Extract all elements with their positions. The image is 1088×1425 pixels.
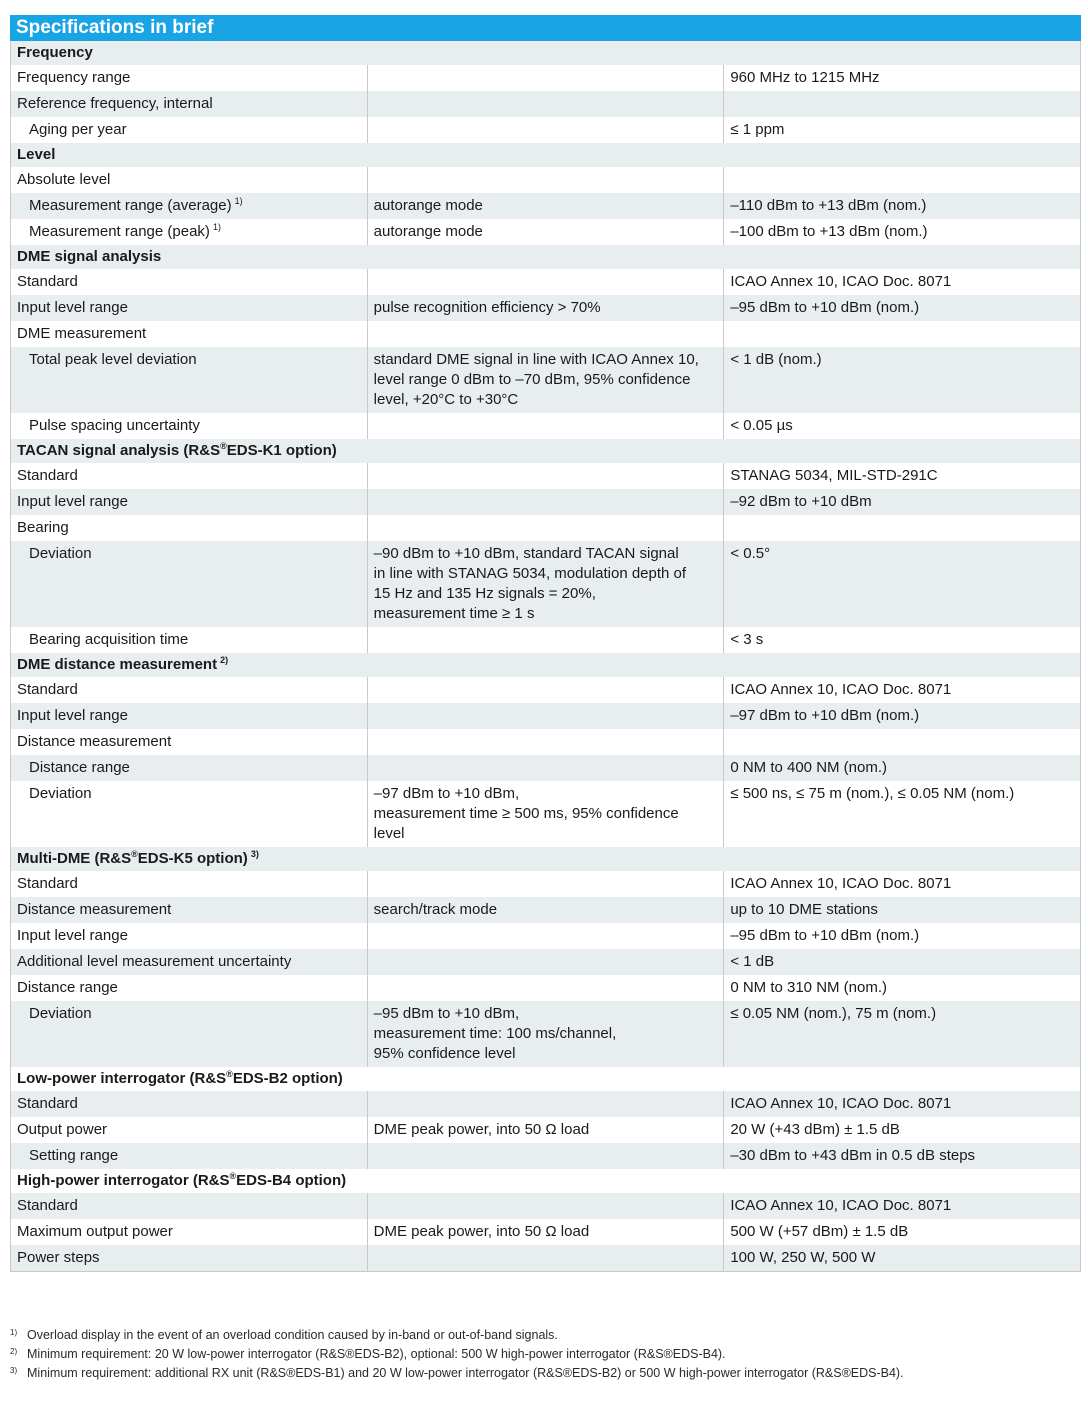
parameter-label: Standard bbox=[17, 467, 78, 484]
spec-table-body bbox=[11, 41, 1081, 1272]
parameter-label: Measurement range (average) bbox=[29, 197, 232, 214]
spec-row bbox=[11, 1219, 1081, 1245]
parameter-label: Standard bbox=[17, 875, 78, 892]
spec-row bbox=[11, 515, 1081, 541]
parameter-label: Measurement range (peak) bbox=[29, 223, 210, 240]
condition-line: 95% confidence level bbox=[373, 1045, 516, 1062]
parameter-label: Input level range bbox=[17, 493, 128, 510]
parameter-label: Distance range bbox=[29, 759, 130, 776]
condition-line: level bbox=[373, 825, 405, 842]
parameter-label: Reference frequency, internal bbox=[17, 95, 213, 112]
condition-line: 15 Hz and 135 Hz signals = 20%, bbox=[373, 585, 596, 602]
spec-sheet bbox=[10, 15, 1081, 1272]
footnote-text: Minimum requirement: 20 W low-power interrogator (R&S®EDS-B2), optional: 500 W high-power interrogator (R&S®EDS-B4). bbox=[27, 1347, 726, 1361]
condition-cell bbox=[367, 269, 724, 295]
value-cell: –110 dBm to +13 dBm (nom.) bbox=[724, 193, 1081, 219]
page-title: Specifications in brief bbox=[10, 15, 1081, 41]
condition-line: –95 dBm to +10 dBm, bbox=[373, 1005, 520, 1022]
registered-mark: ® bbox=[229, 1171, 237, 1181]
value-cell: < 3 s bbox=[724, 627, 1081, 653]
section-header-row bbox=[11, 245, 1081, 269]
condition-line: measurement time ≥ 500 ms, 95% confidence bbox=[373, 805, 679, 822]
condition-cell bbox=[367, 923, 724, 949]
condition-cell: DME peak power, into 50 Ω load bbox=[367, 1117, 724, 1143]
spec-row bbox=[11, 295, 1081, 321]
condition-cell bbox=[367, 1143, 724, 1169]
spec-row bbox=[11, 975, 1081, 1001]
spec-row bbox=[11, 193, 1081, 219]
condition-line: level, +20°C to +30°C bbox=[373, 391, 519, 408]
parameter-cell bbox=[11, 627, 368, 653]
condition-cell bbox=[367, 65, 724, 91]
value-cell: –95 dBm to +10 dBm (nom.) bbox=[724, 923, 1081, 949]
spec-row bbox=[11, 923, 1081, 949]
spec-row bbox=[11, 949, 1081, 975]
footnote bbox=[10, 1326, 1080, 1345]
value-cell bbox=[724, 729, 1081, 755]
section-title: Frequency bbox=[17, 44, 93, 61]
parameter-label: Power steps bbox=[17, 1249, 100, 1266]
section-title: Multi-DME (R&S bbox=[17, 850, 132, 867]
value-cell: –95 dBm to +10 dBm (nom.) bbox=[724, 295, 1081, 321]
section-title: Level bbox=[17, 146, 56, 163]
spec-row bbox=[11, 269, 1081, 295]
spec-row bbox=[11, 347, 1081, 413]
spec-row bbox=[11, 627, 1081, 653]
spec-row bbox=[11, 703, 1081, 729]
section-header bbox=[11, 1067, 1081, 1091]
footnote-ref: 1) bbox=[212, 222, 221, 232]
condition-cell bbox=[367, 321, 724, 347]
parameter-cell bbox=[11, 269, 368, 295]
condition-cell: autorange mode bbox=[367, 219, 724, 245]
value-cell: ICAO Annex 10, ICAO Doc. 8071 bbox=[724, 871, 1081, 897]
value-cell: ICAO Annex 10, ICAO Doc. 8071 bbox=[724, 1091, 1081, 1117]
spec-row bbox=[11, 91, 1081, 117]
condition-cell bbox=[367, 1091, 724, 1117]
condition-cell bbox=[367, 975, 724, 1001]
parameter-label: Setting range bbox=[29, 1147, 119, 1164]
value-cell: 20 W (+43 dBm) ± 1.5 dB bbox=[724, 1117, 1081, 1143]
condition-line: in line with STANAG 5034, modulation depth of bbox=[373, 565, 687, 582]
value-cell: ICAO Annex 10, ICAO Doc. 8071 bbox=[724, 1193, 1081, 1219]
value-cell: –92 dBm to +10 dBm bbox=[724, 489, 1081, 515]
value-cell: < 1 dB bbox=[724, 949, 1081, 975]
parameter-cell bbox=[11, 347, 368, 413]
parameter-label: DME measurement bbox=[17, 325, 147, 342]
parameter-label: Pulse spacing uncertainty bbox=[29, 417, 200, 434]
condition-cell bbox=[367, 117, 724, 143]
spec-row bbox=[11, 1143, 1081, 1169]
value-cell bbox=[724, 91, 1081, 117]
value-cell bbox=[724, 167, 1081, 193]
value-cell: –97 dBm to +10 dBm (nom.) bbox=[724, 703, 1081, 729]
value-cell: ICAO Annex 10, ICAO Doc. 8071 bbox=[724, 677, 1081, 703]
condition-cell bbox=[367, 1193, 724, 1219]
parameter-label: Absolute level bbox=[17, 171, 111, 188]
parameter-label: Deviation bbox=[29, 1005, 92, 1022]
condition-cell bbox=[367, 781, 724, 847]
spec-row bbox=[11, 1001, 1081, 1067]
spec-row bbox=[11, 871, 1081, 897]
footnote-number: 3) bbox=[10, 1366, 18, 1375]
parameter-cell bbox=[11, 515, 368, 541]
spec-row bbox=[11, 463, 1081, 489]
condition-cell bbox=[367, 627, 724, 653]
spec-row bbox=[11, 117, 1081, 143]
condition-line: standard DME signal in line with ICAO Annex 10, bbox=[373, 351, 699, 368]
parameter-label: Maximum output power bbox=[17, 1223, 173, 1240]
value-cell: 960 MHz to 1215 MHz bbox=[724, 65, 1081, 91]
parameter-cell bbox=[11, 65, 368, 91]
section-header bbox=[11, 143, 1081, 167]
parameter-cell bbox=[11, 167, 368, 193]
condition-cell bbox=[367, 949, 724, 975]
registered-mark: ® bbox=[131, 849, 138, 859]
footnote bbox=[10, 1364, 1080, 1383]
parameter-cell bbox=[11, 1193, 368, 1219]
footnote-number: 1) bbox=[10, 1328, 18, 1337]
parameter-cell bbox=[11, 897, 368, 923]
condition-cell bbox=[367, 1001, 724, 1067]
parameter-label: Standard bbox=[17, 1095, 78, 1112]
parameter-label: Bearing bbox=[17, 519, 69, 536]
section-header-row bbox=[11, 1067, 1081, 1091]
parameter-cell bbox=[11, 755, 368, 781]
section-header bbox=[11, 653, 1081, 677]
spec-row bbox=[11, 781, 1081, 847]
spec-row bbox=[11, 65, 1081, 91]
value-cell: ≤ 500 ns, ≤ 75 m (nom.), ≤ 0.05 NM (nom.) bbox=[724, 781, 1081, 847]
parameter-label: Standard bbox=[17, 1197, 78, 1214]
section-title-suffix: EDS-K1 option) bbox=[226, 442, 337, 459]
spec-row bbox=[11, 321, 1081, 347]
footnote-ref: 2) bbox=[220, 655, 229, 665]
registered-mark: ® bbox=[220, 441, 227, 451]
section-header-row bbox=[11, 847, 1081, 871]
registered-mark: ® bbox=[226, 1069, 233, 1079]
parameter-cell bbox=[11, 1245, 368, 1272]
section-title: High-power interrogator (R&S bbox=[17, 1172, 230, 1189]
parameter-label: Total peak level deviation bbox=[29, 351, 197, 368]
section-header-row bbox=[11, 653, 1081, 677]
parameter-label: Additional level measurement uncertainty bbox=[17, 953, 292, 970]
parameter-cell bbox=[11, 1117, 368, 1143]
section-header-row bbox=[11, 41, 1081, 65]
parameter-cell bbox=[11, 295, 368, 321]
footnote-text: Minimum requirement: additional RX unit (R&S®EDS-B1) and 20 W low-power interrogator (R&S®EDS-B2) or 500 W high-power interrogator (R&S®EDS-B4). bbox=[27, 1366, 904, 1380]
parameter-label: Distance measurement bbox=[17, 901, 172, 918]
section-title: DME signal analysis bbox=[17, 248, 162, 265]
parameter-label: Deviation bbox=[29, 545, 92, 562]
section-header-row bbox=[11, 143, 1081, 167]
spec-row bbox=[11, 755, 1081, 781]
spec-row bbox=[11, 897, 1081, 923]
spec-row bbox=[11, 1245, 1081, 1272]
parameter-cell bbox=[11, 975, 368, 1001]
section-title: Low-power interrogator (R&S bbox=[17, 1070, 227, 1087]
spec-table bbox=[10, 41, 1081, 1272]
parameter-cell bbox=[11, 729, 368, 755]
condition-line: level range 0 dBm to –70 dBm, 95% confidence bbox=[373, 371, 691, 388]
condition-cell: DME peak power, into 50 Ω load bbox=[367, 1219, 724, 1245]
condition-cell bbox=[367, 677, 724, 703]
condition-line: –90 dBm to +10 dBm, standard TACAN signal bbox=[373, 545, 679, 562]
section-title-suffix: EDS-B2 option) bbox=[232, 1070, 343, 1087]
spec-row bbox=[11, 489, 1081, 515]
parameter-cell bbox=[11, 677, 368, 703]
section-header-row bbox=[11, 439, 1081, 463]
condition-cell bbox=[367, 729, 724, 755]
parameter-cell bbox=[11, 117, 368, 143]
spec-row bbox=[11, 541, 1081, 627]
parameter-label: Bearing acquisition time bbox=[29, 631, 189, 648]
condition-cell bbox=[367, 347, 724, 413]
condition-cell bbox=[367, 463, 724, 489]
parameter-label: Input level range bbox=[17, 707, 128, 724]
spec-row bbox=[11, 1193, 1081, 1219]
condition-cell bbox=[367, 755, 724, 781]
value-cell: < 0.05 µs bbox=[724, 413, 1081, 439]
value-cell: –30 dBm to +43 dBm in 0.5 dB steps bbox=[724, 1143, 1081, 1169]
footnote-ref: 3) bbox=[250, 849, 259, 859]
parameter-cell bbox=[11, 949, 368, 975]
spec-row bbox=[11, 167, 1081, 193]
parameter-cell bbox=[11, 1001, 368, 1067]
value-cell: < 0.5° bbox=[724, 541, 1081, 627]
value-cell: 500 W (+57 dBm) ± 1.5 dB bbox=[724, 1219, 1081, 1245]
footnote-text: Overload display in the event of an overload condition caused by in-band or out-of-band signals. bbox=[27, 1328, 558, 1342]
parameter-cell bbox=[11, 1143, 368, 1169]
spec-row bbox=[11, 729, 1081, 755]
parameter-cell bbox=[11, 219, 368, 245]
section-title: TACAN signal analysis (R&S bbox=[17, 442, 221, 459]
condition-line: measurement time: 100 ms/channel, bbox=[373, 1025, 617, 1042]
value-cell: ≤ 1 ppm bbox=[724, 117, 1081, 143]
section-header bbox=[11, 1169, 1081, 1193]
spec-row bbox=[11, 413, 1081, 439]
condition-cell bbox=[367, 413, 724, 439]
value-cell: ≤ 0.05 NM (nom.), 75 m (nom.) bbox=[724, 1001, 1081, 1067]
condition-cell bbox=[367, 703, 724, 729]
parameter-cell bbox=[11, 703, 368, 729]
value-cell: STANAG 5034, MIL-STD-291C bbox=[724, 463, 1081, 489]
value-cell: 0 NM to 400 NM (nom.) bbox=[724, 755, 1081, 781]
condition-cell: autorange mode bbox=[367, 193, 724, 219]
section-header bbox=[11, 245, 1081, 269]
condition-line: measurement time ≥ 1 s bbox=[373, 605, 535, 622]
parameter-cell bbox=[11, 923, 368, 949]
parameter-label: Input level range bbox=[17, 927, 128, 944]
condition-cell: pulse recognition efficiency > 70% bbox=[367, 295, 724, 321]
parameter-cell bbox=[11, 541, 368, 627]
parameter-cell bbox=[11, 871, 368, 897]
section-header bbox=[11, 41, 1081, 65]
footnote-number: 2) bbox=[10, 1347, 18, 1356]
footnote bbox=[10, 1345, 1080, 1364]
parameter-cell bbox=[11, 321, 368, 347]
section-title-suffix: EDS-K5 option) bbox=[137, 850, 248, 867]
condition-cell bbox=[367, 489, 724, 515]
spec-row bbox=[11, 219, 1081, 245]
parameter-label: Distance measurement bbox=[17, 733, 172, 750]
parameter-cell bbox=[11, 781, 368, 847]
value-cell: up to 10 DME stations bbox=[724, 897, 1081, 923]
parameter-label: Frequency range bbox=[17, 69, 131, 86]
parameter-label: Standard bbox=[17, 681, 78, 698]
condition-cell: search/track mode bbox=[367, 897, 724, 923]
spec-row bbox=[11, 1117, 1081, 1143]
spec-row bbox=[11, 1091, 1081, 1117]
parameter-label: Aging per year bbox=[29, 121, 127, 138]
condition-cell bbox=[367, 1245, 724, 1272]
parameter-cell bbox=[11, 91, 368, 117]
section-title-suffix: EDS-B4 option) bbox=[236, 1172, 347, 1189]
section-header-row bbox=[11, 1169, 1081, 1193]
condition-cell bbox=[367, 91, 724, 117]
footnotes bbox=[10, 1326, 1080, 1383]
footnote-ref: 1) bbox=[234, 196, 243, 206]
parameter-cell bbox=[11, 193, 368, 219]
parameter-cell bbox=[11, 1219, 368, 1245]
condition-cell bbox=[367, 167, 724, 193]
condition-cell bbox=[367, 541, 724, 627]
section-header bbox=[11, 439, 1081, 463]
parameter-cell bbox=[11, 463, 368, 489]
value-cell: –100 dBm to +13 dBm (nom.) bbox=[724, 219, 1081, 245]
value-cell bbox=[724, 515, 1081, 541]
parameter-cell bbox=[11, 489, 368, 515]
value-cell bbox=[724, 321, 1081, 347]
condition-line: –97 dBm to +10 dBm, bbox=[373, 785, 520, 802]
parameter-cell bbox=[11, 1091, 368, 1117]
condition-cell bbox=[367, 871, 724, 897]
parameter-label: Standard bbox=[17, 273, 78, 290]
condition-cell bbox=[367, 515, 724, 541]
section-header bbox=[11, 847, 1081, 871]
parameter-label: Input level range bbox=[17, 299, 128, 316]
parameter-label: Distance range bbox=[17, 979, 118, 996]
value-cell: ICAO Annex 10, ICAO Doc. 8071 bbox=[724, 269, 1081, 295]
parameter-label: Deviation bbox=[29, 785, 92, 802]
value-cell: 0 NM to 310 NM (nom.) bbox=[724, 975, 1081, 1001]
parameter-label: Output power bbox=[17, 1121, 108, 1138]
value-cell: 100 W, 250 W, 500 W bbox=[724, 1245, 1081, 1272]
value-cell: < 1 dB (nom.) bbox=[724, 347, 1081, 413]
section-title: DME distance measurement bbox=[17, 656, 218, 673]
parameter-cell bbox=[11, 413, 368, 439]
spec-row bbox=[11, 677, 1081, 703]
